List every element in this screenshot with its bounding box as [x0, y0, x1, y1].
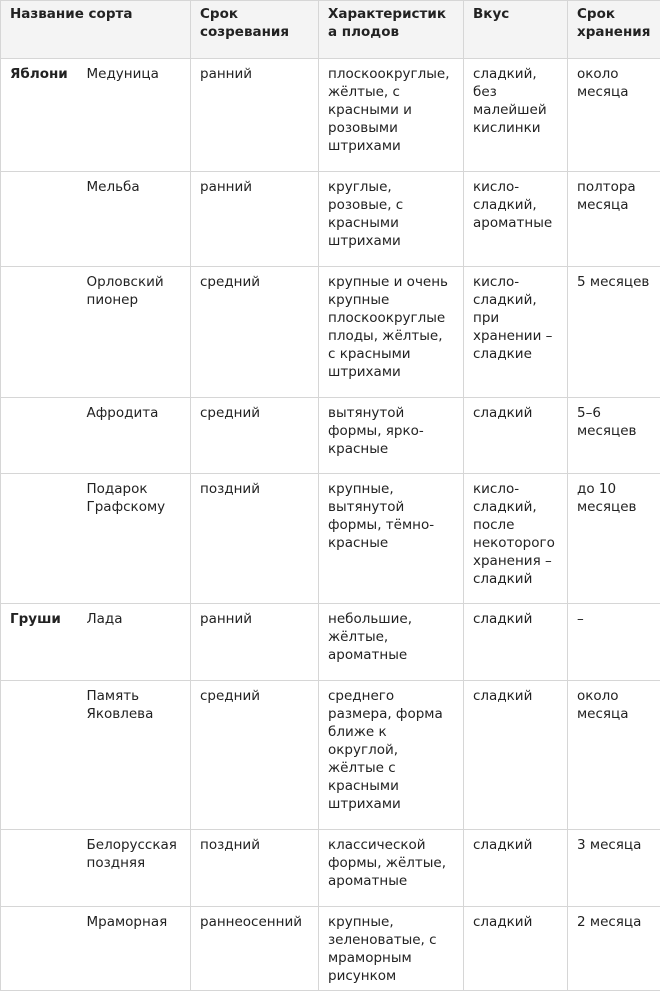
variety-cell: Подарок Графскому [78, 474, 191, 604]
taste-cell: кисло-сладкий, после некоторого хранения – сладкий [464, 474, 568, 604]
storage-cell: около месяца [568, 59, 660, 172]
group-spacer [1, 267, 78, 398]
storage-cell: – [568, 604, 660, 681]
taste-cell: сладкий [464, 604, 568, 681]
fruit-cell: круглые, розовые, с красными штрихами [319, 172, 464, 267]
group-spacer [1, 474, 78, 604]
header-fruit: Характеристика плодов [319, 1, 464, 59]
storage-cell: 2 месяца [568, 907, 660, 991]
ripening-cell: раннеосенний [191, 907, 319, 991]
table-row [1, 474, 660, 604]
header-taste: Вкус [464, 1, 568, 59]
fruit-cell: крупные, вытянутой формы, тёмно-красные [319, 474, 464, 604]
table-row [1, 604, 660, 681]
group-spacer [1, 172, 78, 267]
variety-cell: Афродита [78, 398, 191, 474]
variety-cell: Мраморная [78, 907, 191, 991]
ripening-cell: средний [191, 398, 319, 474]
fruit-cell: небольшие, жёлтые, ароматные [319, 604, 464, 681]
fruit-cell: вытянутой формы, ярко-красные [319, 398, 464, 474]
variety-cell: Белорусская поздняя [78, 830, 191, 907]
taste-cell: сладкий [464, 907, 568, 991]
ripening-cell: поздний [191, 830, 319, 907]
table-row [1, 681, 660, 830]
ripening-cell: ранний [191, 59, 319, 172]
group-spacer [1, 830, 78, 907]
fruit-cell: плоскоокруглые, жёлтые, с красными и розовыми штрихами [319, 59, 464, 172]
fruit-cell: крупные и очень крупные плоскоокруглые плоды, жёлтые, с красными штрихами [319, 267, 464, 398]
taste-cell: сладкий [464, 681, 568, 830]
taste-cell: кисло-сладкий, ароматные [464, 172, 568, 267]
storage-cell: 5 месяцев [568, 267, 660, 398]
header-ripening: Срок созревания [191, 1, 319, 59]
fruit-cell: среднего размера, форма ближе к округлой, жёлтые с красными штрихами [319, 681, 464, 830]
group-label-apples: Яблони [1, 59, 78, 172]
storage-cell: 3 месяца [568, 830, 660, 907]
variety-cell: Медуница [78, 59, 191, 172]
group-spacer [1, 398, 78, 474]
variety-cell: Память Яковлева [78, 681, 191, 830]
header-storage: Срок хранения [568, 1, 660, 59]
ripening-cell: средний [191, 681, 319, 830]
storage-cell: 5–6 месяцев [568, 398, 660, 474]
variety-cell: Мельба [78, 172, 191, 267]
taste-cell: сладкий [464, 830, 568, 907]
table-row [1, 907, 660, 991]
variety-cell: Лада [78, 604, 191, 681]
storage-cell: около месяца [568, 681, 660, 830]
header-row [1, 1, 660, 59]
header-variety: Название сорта [1, 1, 191, 59]
group-spacer [1, 907, 78, 991]
variety-cell: Орловский пионер [78, 267, 191, 398]
fruit-cell: крупные, зеленоватые, с мраморным рисунком [319, 907, 464, 991]
table-row [1, 59, 660, 172]
ripening-cell: поздний [191, 474, 319, 604]
ripening-cell: средний [191, 267, 319, 398]
taste-cell: сладкий, без малейшей кислинки [464, 59, 568, 172]
table-row [1, 398, 660, 474]
storage-cell: до 10 месяцев [568, 474, 660, 604]
table-row [1, 267, 660, 398]
fruit-cell: классической формы, жёлтые, ароматные [319, 830, 464, 907]
table-row [1, 830, 660, 907]
taste-cell: кисло-сладкий, при хранении – сладкие [464, 267, 568, 398]
ripening-cell: ранний [191, 604, 319, 681]
taste-cell: сладкий [464, 398, 568, 474]
group-label-pears: Груши [1, 604, 78, 681]
group-spacer [1, 681, 78, 830]
storage-cell: полтора месяца [568, 172, 660, 267]
ripening-cell: ранний [191, 172, 319, 267]
table-row [1, 172, 660, 267]
